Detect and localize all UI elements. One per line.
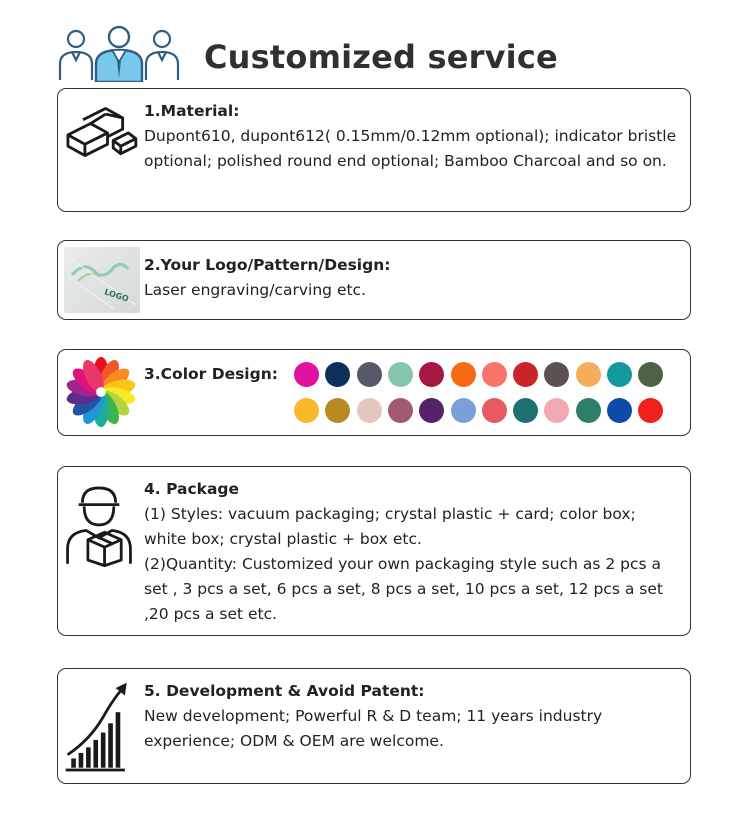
color-swatch [544, 398, 569, 423]
color-swatch [638, 398, 663, 423]
logo-engraving-image [64, 247, 140, 313]
page-title: Customized service [204, 38, 558, 76]
color-swatch [388, 398, 413, 423]
color-swatch [294, 398, 319, 423]
package-line-quantity: (2)Quantity: Customized your own packaging style such as 2 pcs a set , 3 pcs a set, 6 pcs a set, 8 pcs a set, 10 pcs a set, 12 pcs a set ,20 pcs a set etc. [144, 555, 663, 623]
color-swatch [513, 398, 538, 423]
color-card [57, 349, 691, 436]
color-wheel-center [96, 387, 106, 397]
color-swatch [325, 398, 350, 423]
color-swatch [576, 398, 601, 423]
team-people-icon [56, 22, 184, 82]
delivery-person-icon [62, 481, 136, 567]
development-card [57, 668, 691, 784]
color-swatch [482, 398, 507, 423]
material-heading: 1.Material: [144, 102, 240, 120]
color-wheel-icon [62, 352, 140, 432]
gold-bars-icon [62, 99, 138, 165]
color-swatch [357, 362, 382, 387]
color-swatch [357, 398, 382, 423]
color-swatch [294, 362, 319, 387]
material-body: Dupont610, dupont612( 0.15mm/0.12mm optional); indicator bristle optional; polished round end optional; Bamboo Charcoal and so on. [144, 127, 677, 170]
color-swatch [607, 362, 632, 387]
color-swatch [576, 362, 601, 387]
color-swatch [451, 398, 476, 423]
logo-engraving-text: LOGO [103, 287, 130, 304]
color-swatch [388, 362, 413, 387]
color-swatch [451, 362, 476, 387]
color-swatch [607, 398, 632, 423]
package-card [57, 466, 691, 636]
header [56, 22, 696, 84]
package-line-styles: (1) Styles: vacuum packaging; crystal plastic + card; color box; white box; crystal plastic + box etc. [144, 505, 636, 548]
development-heading: 5. Development & Avoid Patent: [144, 682, 425, 700]
color-swatch [513, 362, 538, 387]
logo-body: Laser engraving/carving etc. [144, 281, 367, 299]
logo-heading: 2.Your Logo/Pattern/Design: [144, 256, 391, 274]
package-heading: 4. Package [144, 480, 240, 498]
color-swatch [482, 362, 507, 387]
material-card [57, 88, 691, 212]
color-heading: 3.Color Design: [144, 365, 278, 383]
development-body: New development; Powerful R & D team; 11 years industry experience; ODM & OEM are welcome. [144, 707, 603, 750]
logo-card [57, 240, 691, 320]
color-swatch [419, 398, 444, 423]
growth-chart-icon [62, 677, 136, 777]
